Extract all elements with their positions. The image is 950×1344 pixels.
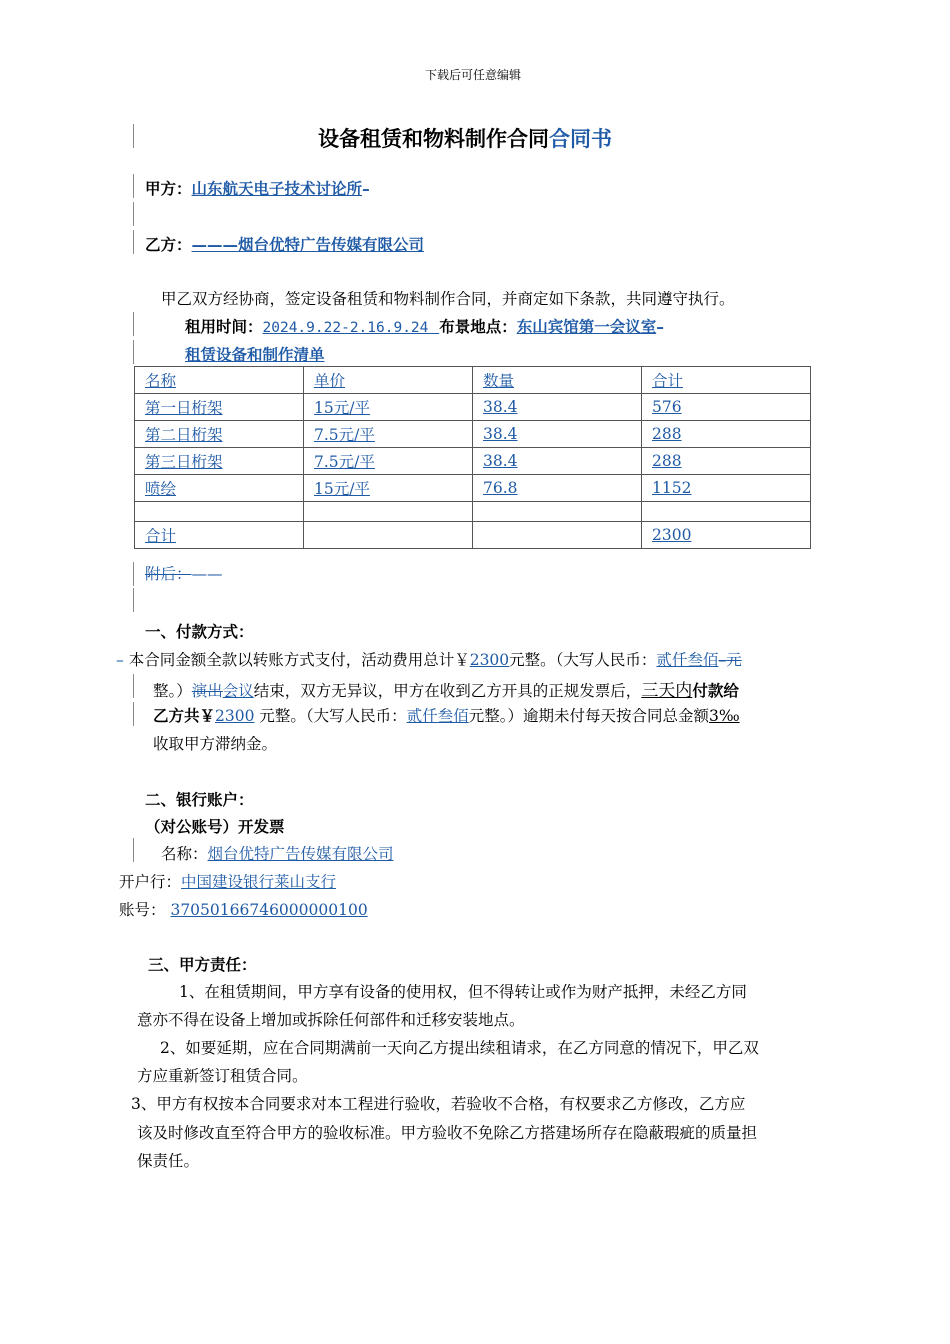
change-bar — [133, 124, 134, 148]
section-1-line-1: – 本合同金额全款以转账方式支付，活动费用总计￥2300元整。（大写人民币：贰仟叁佰–元 — [116, 651, 742, 669]
appendix-label: 附后： — [145, 565, 192, 583]
party-b-dash: ——— — [191, 236, 239, 254]
clause-1-line-1: 1、在租赁期间，甲方享有设备的使用权，但不得转让或作为财产抵押，未经乙方同 — [179, 983, 747, 1001]
party-a-label: 甲方： — [145, 180, 192, 198]
payment-deadline: 三天内 — [641, 681, 693, 701]
section-1-heading: 一、付款方式： — [145, 623, 254, 641]
bank-branch-row: 开户行：中国建设银行莱山支行 — [119, 873, 337, 891]
header-note: 下载后可任意编辑 — [425, 68, 522, 82]
bank-account-name: 烟台优特广告传媒有限公司 — [207, 845, 394, 863]
table-row — [135, 421, 811, 448]
rental-place-label: 布景地点： — [439, 318, 517, 336]
equipment-table — [134, 366, 811, 549]
equipment-list-title[interactable]: 租赁设备和制作清单 — [185, 346, 325, 364]
table-cell: 15元/平 — [314, 480, 370, 498]
table-header-row — [135, 367, 811, 394]
table-cell: 第二日桁架 — [145, 426, 223, 444]
clause-3-line-1: 3、甲方有权按本合同要求对本工程进行验收，若验收不合格，有权要求乙方修改，乙方应 — [131, 1095, 746, 1113]
table-cell: 288 — [652, 425, 682, 443]
table-row — [135, 448, 811, 475]
table-header-cell: 数量 — [483, 372, 515, 390]
bank-account-row: 账号： 37050166746000000100 — [119, 901, 368, 919]
table-cell: 合计 — [145, 527, 177, 545]
table-total-row — [135, 522, 811, 549]
title-main: 设备租赁和物料制作合同 — [318, 127, 549, 151]
table-cell: 38.4 — [483, 452, 518, 470]
table-row — [135, 502, 811, 522]
appendix-note: 附后：—— — [145, 565, 223, 583]
clause-2-line-1: 2、如要延期，应在合同期满前一天向乙方提出续租请求，在乙方同意的情况下，甲乙双 — [160, 1039, 759, 1057]
table-cell: 288 — [652, 452, 682, 470]
change-bar — [133, 340, 134, 364]
party-b — [145, 233, 424, 255]
bank-branch: 中国建设银行莱山支行 — [181, 873, 337, 891]
section-3-heading: 三、甲方责任： — [148, 956, 257, 974]
rental-info: 租用时间：2024.9.22-2.16.9.24 布景地点：东山宾馆第一会议室– — [185, 318, 664, 336]
amount-figure: 2300 — [469, 651, 510, 669]
party-b-label: 乙方： — [145, 236, 192, 254]
intro-paragraph: 甲乙双方经协商，签定设备租赁和物料制作合同，并商定如下条款，共同遵守执行。 — [161, 290, 735, 308]
clause-3-line-3: 保责任。 — [137, 1152, 200, 1170]
clause-2-line-2: 方应重新签订租赁合同。 — [137, 1067, 308, 1085]
table-header-cell: 单价 — [314, 372, 346, 390]
table-row — [135, 475, 811, 502]
change-bar — [133, 174, 134, 198]
rental-time-value[interactable]: 2024.9.22-2.16.9.24 — [262, 320, 429, 336]
table-cell: 第三日桁架 — [145, 453, 223, 471]
table-cell: 38.4 — [483, 425, 518, 443]
table-cell: 1152 — [652, 479, 692, 497]
table-cell: 576 — [652, 398, 682, 416]
section-2-sub: （对公账号）开发票 — [145, 818, 285, 836]
party-a: 甲方：山东航天电子技术讨论所– — [145, 180, 370, 198]
rental-time-label: 租用时间： — [185, 318, 263, 336]
section-1-line-4: 收取甲方滞纳金。 — [153, 735, 278, 753]
table-cell: 7.5元/平 — [314, 426, 375, 444]
section-2-heading: 二、银行账户： — [145, 791, 254, 809]
bank-account-number: 37050166746000000100 — [170, 901, 368, 919]
change-bar — [133, 562, 134, 586]
table-cell: 15元/平 — [314, 399, 370, 417]
table-header-cell: 名称 — [145, 372, 177, 390]
bank-name-row: 名称：烟台优特广告传媒有限公司 — [161, 845, 394, 863]
page-title — [318, 123, 612, 153]
section-1-line-3: 乙方共￥2300 元整。（大写人民币：贰仟叁佰元整。）逾期未付每天按合同总金额3‰ — [153, 707, 740, 725]
change-bar — [133, 230, 134, 254]
party-b-value[interactable]: 烟台优特广告传媒有限公司 — [238, 236, 425, 254]
table-row — [135, 394, 811, 421]
rental-place-value[interactable]: 东山宾馆第一会议室 — [516, 318, 657, 336]
clause-3-line-2: 该及时修改直至符合甲方的验收标准。甲方验收不免除乙方搭建场所存在隐蔽瑕疵的质量担 — [137, 1124, 758, 1142]
amount-words: 贰仟叁佰 — [656, 651, 719, 669]
table-cell: 76.8 — [483, 479, 518, 497]
table-cell: 喷绘 — [145, 480, 177, 498]
table-cell: 7.5元/平 — [314, 453, 375, 471]
table-cell: 2300 — [652, 526, 692, 544]
change-bar — [133, 702, 134, 726]
party-a-value[interactable]: 山东航天电子技术讨论所 — [191, 180, 363, 198]
change-bar — [133, 588, 134, 612]
section-1-line-2: 整。）演出会议结束，双方无异议，甲方在收到乙方开具的正规发票后，三天内付款给 — [153, 681, 739, 701]
table-cell: 38.4 — [483, 398, 518, 416]
change-bar — [133, 202, 134, 226]
title-suffix: 合同书 — [549, 127, 612, 151]
change-bar — [133, 312, 134, 336]
change-bar — [133, 674, 134, 698]
change-bar — [133, 838, 134, 862]
table-cell: 第一日桁架 — [145, 399, 223, 417]
table-header-cell: 合计 — [652, 372, 684, 390]
clause-1-line-2: 意亦不得在设备上增加或拆除任何部件和迁移安装地点。 — [137, 1011, 525, 1029]
